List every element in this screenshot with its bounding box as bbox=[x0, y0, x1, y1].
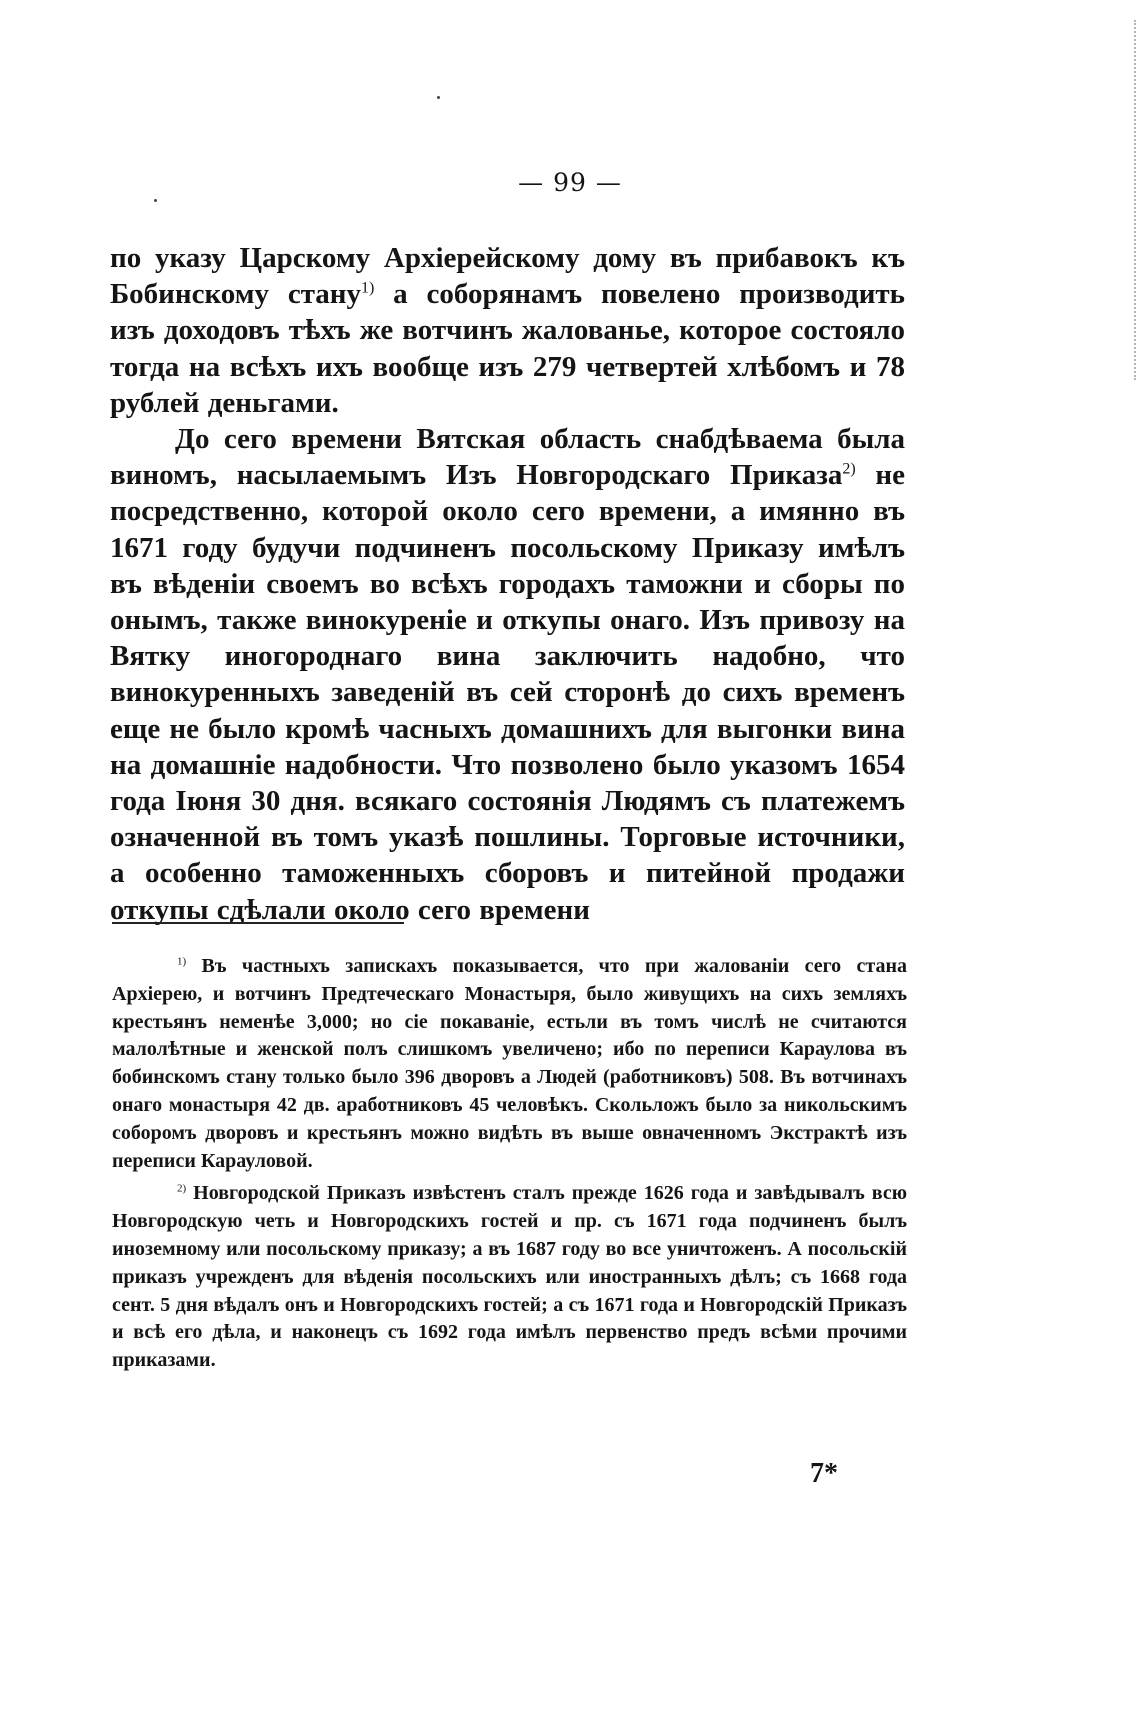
paragraph bbox=[110, 421, 905, 928]
paragraph-text: не посредственно, которой около сего времени, а имянно въ 1671 году будучи подчиненъ посольскому Приказу имѣлъ въ вѣденіи своемъ во всѣхъ городахъ таможни и сборы по онымъ, также винокуреніе и откупы онаго. Изъ привозу на Вятку иногороднаго вина заключить надобно, что винокуренныхъ заведеній въ сей сторонѣ до сихъ временъ еще не было кромѣ часныхъ домашнихъ для выгонки вина на домашніе надобности. Что позволено было указомъ 1654 года Іюня 30 дня. всякаго состоянія Людямъ съ платежемъ означенной въ томъ указѣ пошлины. Торговые источники, а особенно таможенныхъ сборовъ и питейной продажи откупы сдѣлали около сего времени bbox=[110, 459, 905, 926]
main-text bbox=[110, 240, 905, 928]
footnote-marker: 2) bbox=[177, 1182, 187, 1195]
signature-mark: 7* bbox=[810, 1458, 838, 1489]
paragraph-text: До сего времени Вятская область снабдѣваема была виномъ, насылаемымъ Изъ Новгородскаго Приказа bbox=[110, 423, 905, 492]
page-number: — 99 — bbox=[518, 168, 622, 197]
footnote bbox=[112, 953, 907, 1175]
speck bbox=[154, 199, 157, 202]
footnotes bbox=[112, 953, 907, 1380]
footnote-text: Новгородской Приказъ извѣстенъ сталъ прежде 1626 года и завѣдывалъ всю Новгородскую четь и Новгородскихъ гостей и пр. съ 1671 года подчиненъ былъ иноземному или посольскому приказу; а въ 1687 году во все уничтоженъ. А посольскій приказъ учрежденъ для вѣденія посольскихъ или иностранныхъ дѣлъ; съ 1668 года сент. 5 дня вѣдалъ онъ и Новгородскихъ гостей; а съ 1671 года и Новгородскій Приказъ и всѣ его дѣла, и наконецъ съ 1692 года имѣлъ первенство предъ всѣми прочими приказами. bbox=[112, 1182, 907, 1372]
footnote-ref: 1) bbox=[361, 279, 375, 297]
footnote-marker: 1) bbox=[177, 955, 187, 968]
footnote-ref: 2) bbox=[842, 460, 856, 478]
speck bbox=[437, 96, 440, 99]
footnote-text: Въ частныхъ запискахъ показывается, что при жалованіи сего стана Архіерею, и вотчинъ Предтеческаго Монастыря, было живущихъ на сихъ земляхъ крестьянъ неменѣе 3,000; но сіе покаваніе, естьли въ томъ числѣ не считаются малолѣтные и женской полъ слишкомъ увеличено; ибо по переписи Караулова въ бобинскомъ стану только было 396 дворовъ а Людей (работниковъ) 508. Въ вотчинахъ онаго монастыря 42 дв. аработниковъ 45 человѣкъ. Скольложъ было за никольскимъ соборомъ дворовъ и крестьянъ можно видѣть въ выше овначенномъ Экстрактѣ изъ переписи Карауловой. bbox=[112, 955, 908, 1172]
footnote-divider bbox=[112, 922, 404, 924]
paragraph-text: а соборянамъ повелено производить изъ доходовъ тѣхъ же вотчинъ жалованье, которое состояло тогда на всѣхъ ихъ вообще изъ 279 четвертей хлѣбомъ и 78 рублей деньгами. bbox=[110, 278, 905, 419]
footnote bbox=[112, 1180, 907, 1375]
paragraph-text: по указу Царскому Архіерейскому дому въ прибавокъ къ Бобинскому стану bbox=[110, 242, 905, 311]
paragraph bbox=[110, 240, 905, 421]
scan-edge bbox=[1131, 20, 1136, 380]
